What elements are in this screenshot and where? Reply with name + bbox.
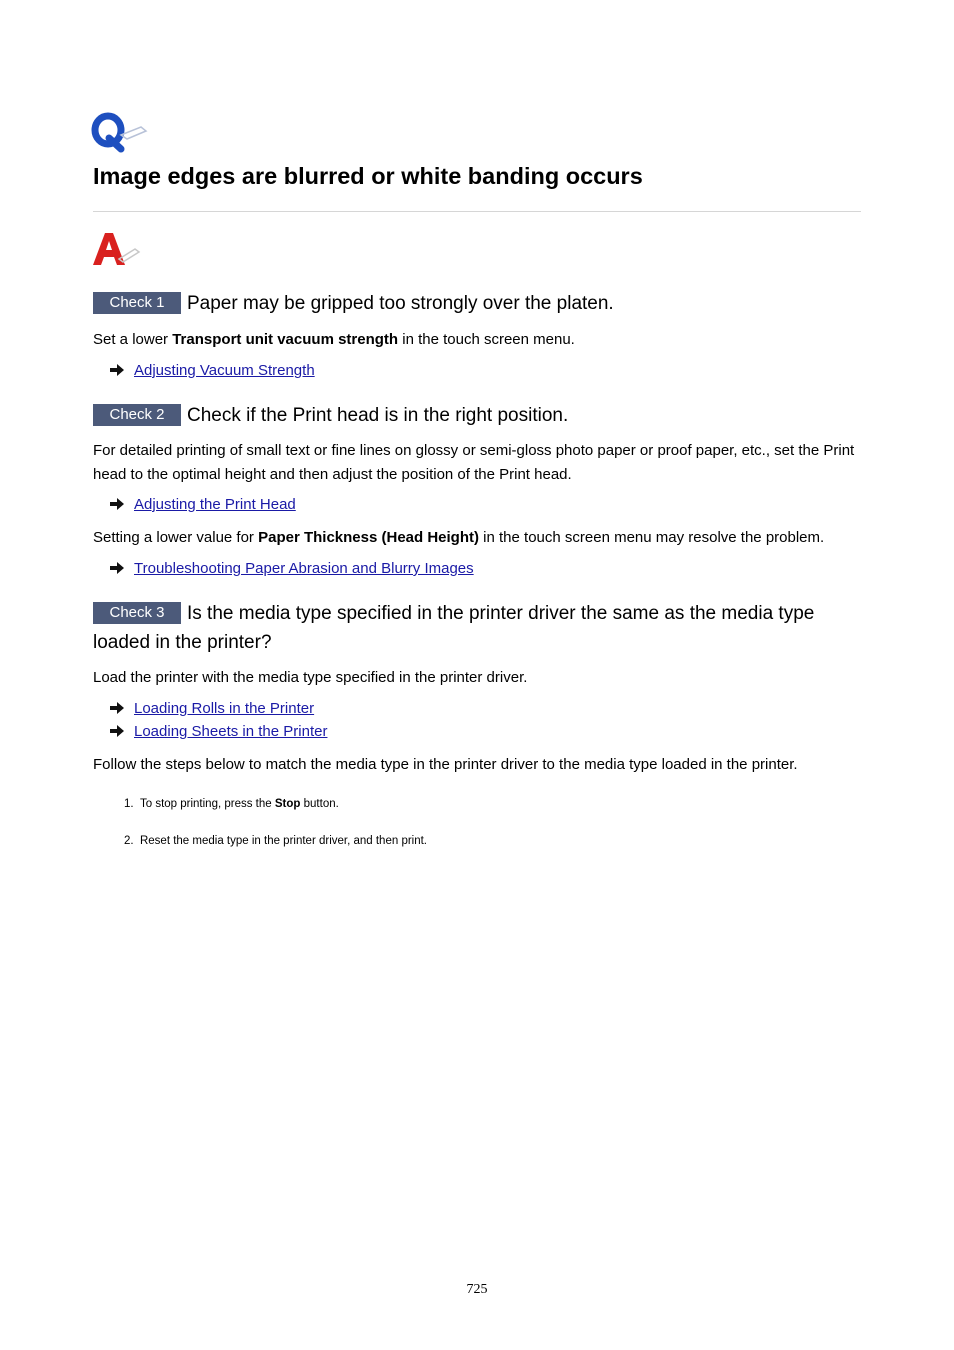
link-row bbox=[110, 495, 296, 515]
divider bbox=[93, 211, 861, 212]
arrow-right-icon bbox=[110, 498, 124, 510]
check-3-paragraph-2: Follow the steps below to match the media type in the printer driver to the media type loaded in the printer. bbox=[93, 756, 798, 773]
link-row bbox=[110, 699, 314, 719]
check-1-paragraph: Set a lower Transport unit vacuum strength in the touch screen menu. bbox=[93, 331, 575, 348]
arrow-right-icon bbox=[110, 725, 124, 737]
link-loading-sheets[interactable]: Loading Sheets in the Printer bbox=[134, 723, 328, 740]
page-title: Image edges are blurred or white banding occurs bbox=[93, 163, 643, 189]
arrow-right-icon bbox=[110, 364, 124, 376]
question-icon bbox=[91, 111, 149, 153]
link-loading-rolls[interactable]: Loading Rolls in the Printer bbox=[134, 700, 315, 717]
check-3-badge: Check 3 bbox=[93, 602, 181, 624]
arrow-right-icon bbox=[110, 702, 124, 714]
step-item: 2. Reset the media type in the printer driver, and then print. bbox=[124, 835, 428, 847]
check-1-heading bbox=[93, 289, 861, 318]
check-1-badge: Check 1 bbox=[93, 292, 181, 314]
link-adjusting-print-head[interactable]: Adjusting the Print Head bbox=[134, 496, 296, 513]
step-item: 1. To stop printing, press the Stop button. bbox=[124, 798, 339, 810]
check-2-paragraph: For detailed printing of small text or fine lines on glossy or semi-gloss photo paper or proof paper, etc., set the Print head to the optimal height and then adjust the position of the Print head. bbox=[93, 442, 855, 483]
check-1-heading-text: Paper may be gripped too strongly over the platen. bbox=[187, 293, 614, 314]
link-row bbox=[110, 361, 315, 381]
check-3-heading bbox=[93, 599, 861, 657]
check-2-paragraph-2: Setting a lower value for Paper Thickness (Head Height) in the touch screen menu may resolve the problem. bbox=[93, 529, 825, 546]
link-row bbox=[110, 559, 474, 579]
link-adjusting-vacuum-strength[interactable]: Adjusting Vacuum Strength bbox=[134, 362, 315, 379]
check-2-heading bbox=[93, 401, 861, 430]
check-2-heading-text: Check if the Print head is in the right position. bbox=[187, 405, 569, 426]
link-row bbox=[110, 722, 327, 742]
setting-name: Transport unit vacuum strength bbox=[172, 331, 399, 348]
check-3-heading-text: Is the media type specified in the printer driver the same as the media type loaded in the printer? bbox=[93, 603, 815, 653]
page-number: 725 bbox=[466, 1282, 488, 1297]
check-3-paragraph: Load the printer with the media type specified in the printer driver. bbox=[93, 669, 528, 686]
setting-name: Paper Thickness (Head Height) bbox=[258, 529, 479, 546]
answer-icon bbox=[91, 229, 143, 269]
link-troubleshooting-paper-abrasion[interactable]: Troubleshooting Paper Abrasion and Blurry Images bbox=[134, 560, 474, 577]
arrow-right-icon bbox=[110, 562, 124, 574]
button-name: Stop bbox=[274, 798, 301, 810]
check-2-badge: Check 2 bbox=[93, 404, 181, 426]
